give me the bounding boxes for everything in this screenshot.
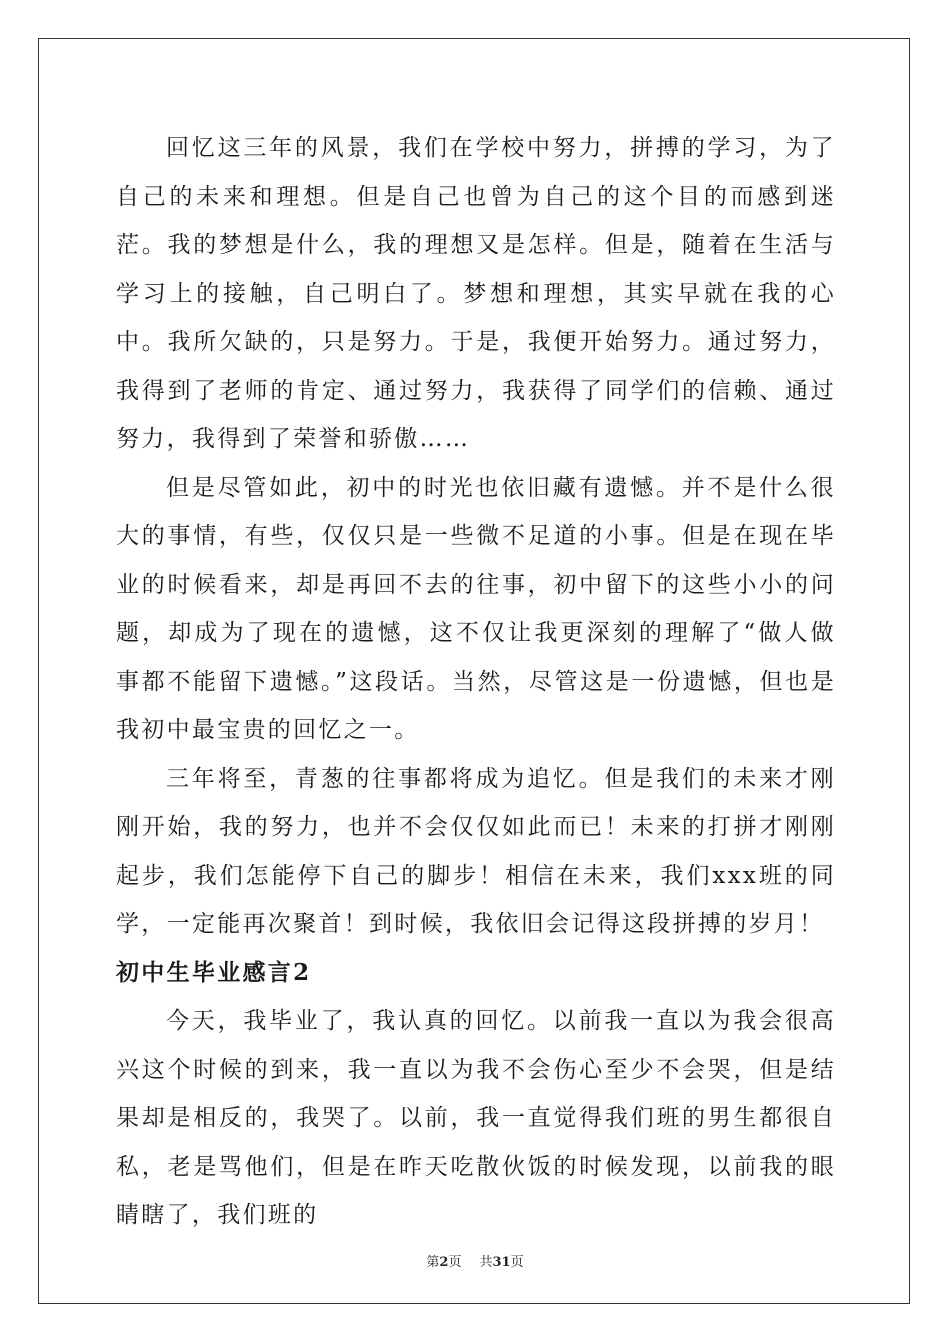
page-number: 2 bbox=[439, 1255, 449, 1270]
total-suffix: 页 bbox=[510, 1255, 524, 1270]
paragraph: 但是尽管如此，初中的时光也依旧藏有遗憾。并不是什么很大的事情，有些，仅仅只是一些微不足道的小事。但是在现在毕业的时候看来，却是再回不去的往事，初中留下的这些小小的问题，却成为了现在的遗憾，这不仅让我更深刻的理解了“做人做事都不能留下遗憾。”这段话。当然，尽管这是一份遗憾，但也是我初中最宝贵的回忆之一。 bbox=[116, 474, 836, 743]
total-pages: 31 bbox=[492, 1255, 511, 1270]
section-heading: 初中生毕业感言2 bbox=[116, 958, 312, 986]
paragraph: 回忆这三年的风景，我们在学校中努力，拼搏的学习，为了自己的未来和理想。但是自己也曾为自己的这个目的而感到迷茫。我的梦想是什么，我的理想又是怎样。但是，随着在生活与学习上的接触，自己明白了。梦想和理想，其实早就在我的心中。我所欠缺的，只是努力。于是，我便开始努力。通过努力，我得到了老师的肯定、通过努力，我获得了同学们的信赖、通过努力，我得到了荣誉和骄傲…… bbox=[116, 135, 836, 452]
paragraph: 今天，我毕业了，我认真的回忆。以前我一直以为我会很高兴这个时候的到来，我一直以为我不会伤心至少不会哭，但是结果却是相反的，我哭了。以前，我一直觉得我们班的男生都很自私，老是骂他们，但是在昨天吃散伙饭的时候发现，以前我的眼睛瞎了，我们班的 bbox=[116, 1008, 836, 1228]
page-suffix: 页 bbox=[448, 1255, 462, 1270]
paragraph: 三年将至，青葱的往事都将成为追忆。但是我们的未来才刚刚开始，我的努力，也并不会仅仅如此而已！未来的打拼才刚刚起步，我们怎能停下自己的脚步！相信在未来，我们xxx班的同学，一定能再次聚首！到时候，我依旧会记得这段拼搏的岁月！ bbox=[116, 765, 836, 937]
total-prefix: 共 bbox=[479, 1255, 493, 1270]
document-body bbox=[116, 124, 836, 1240]
page-prefix: 第 bbox=[426, 1255, 440, 1270]
page-footer bbox=[0, 1251, 950, 1270]
